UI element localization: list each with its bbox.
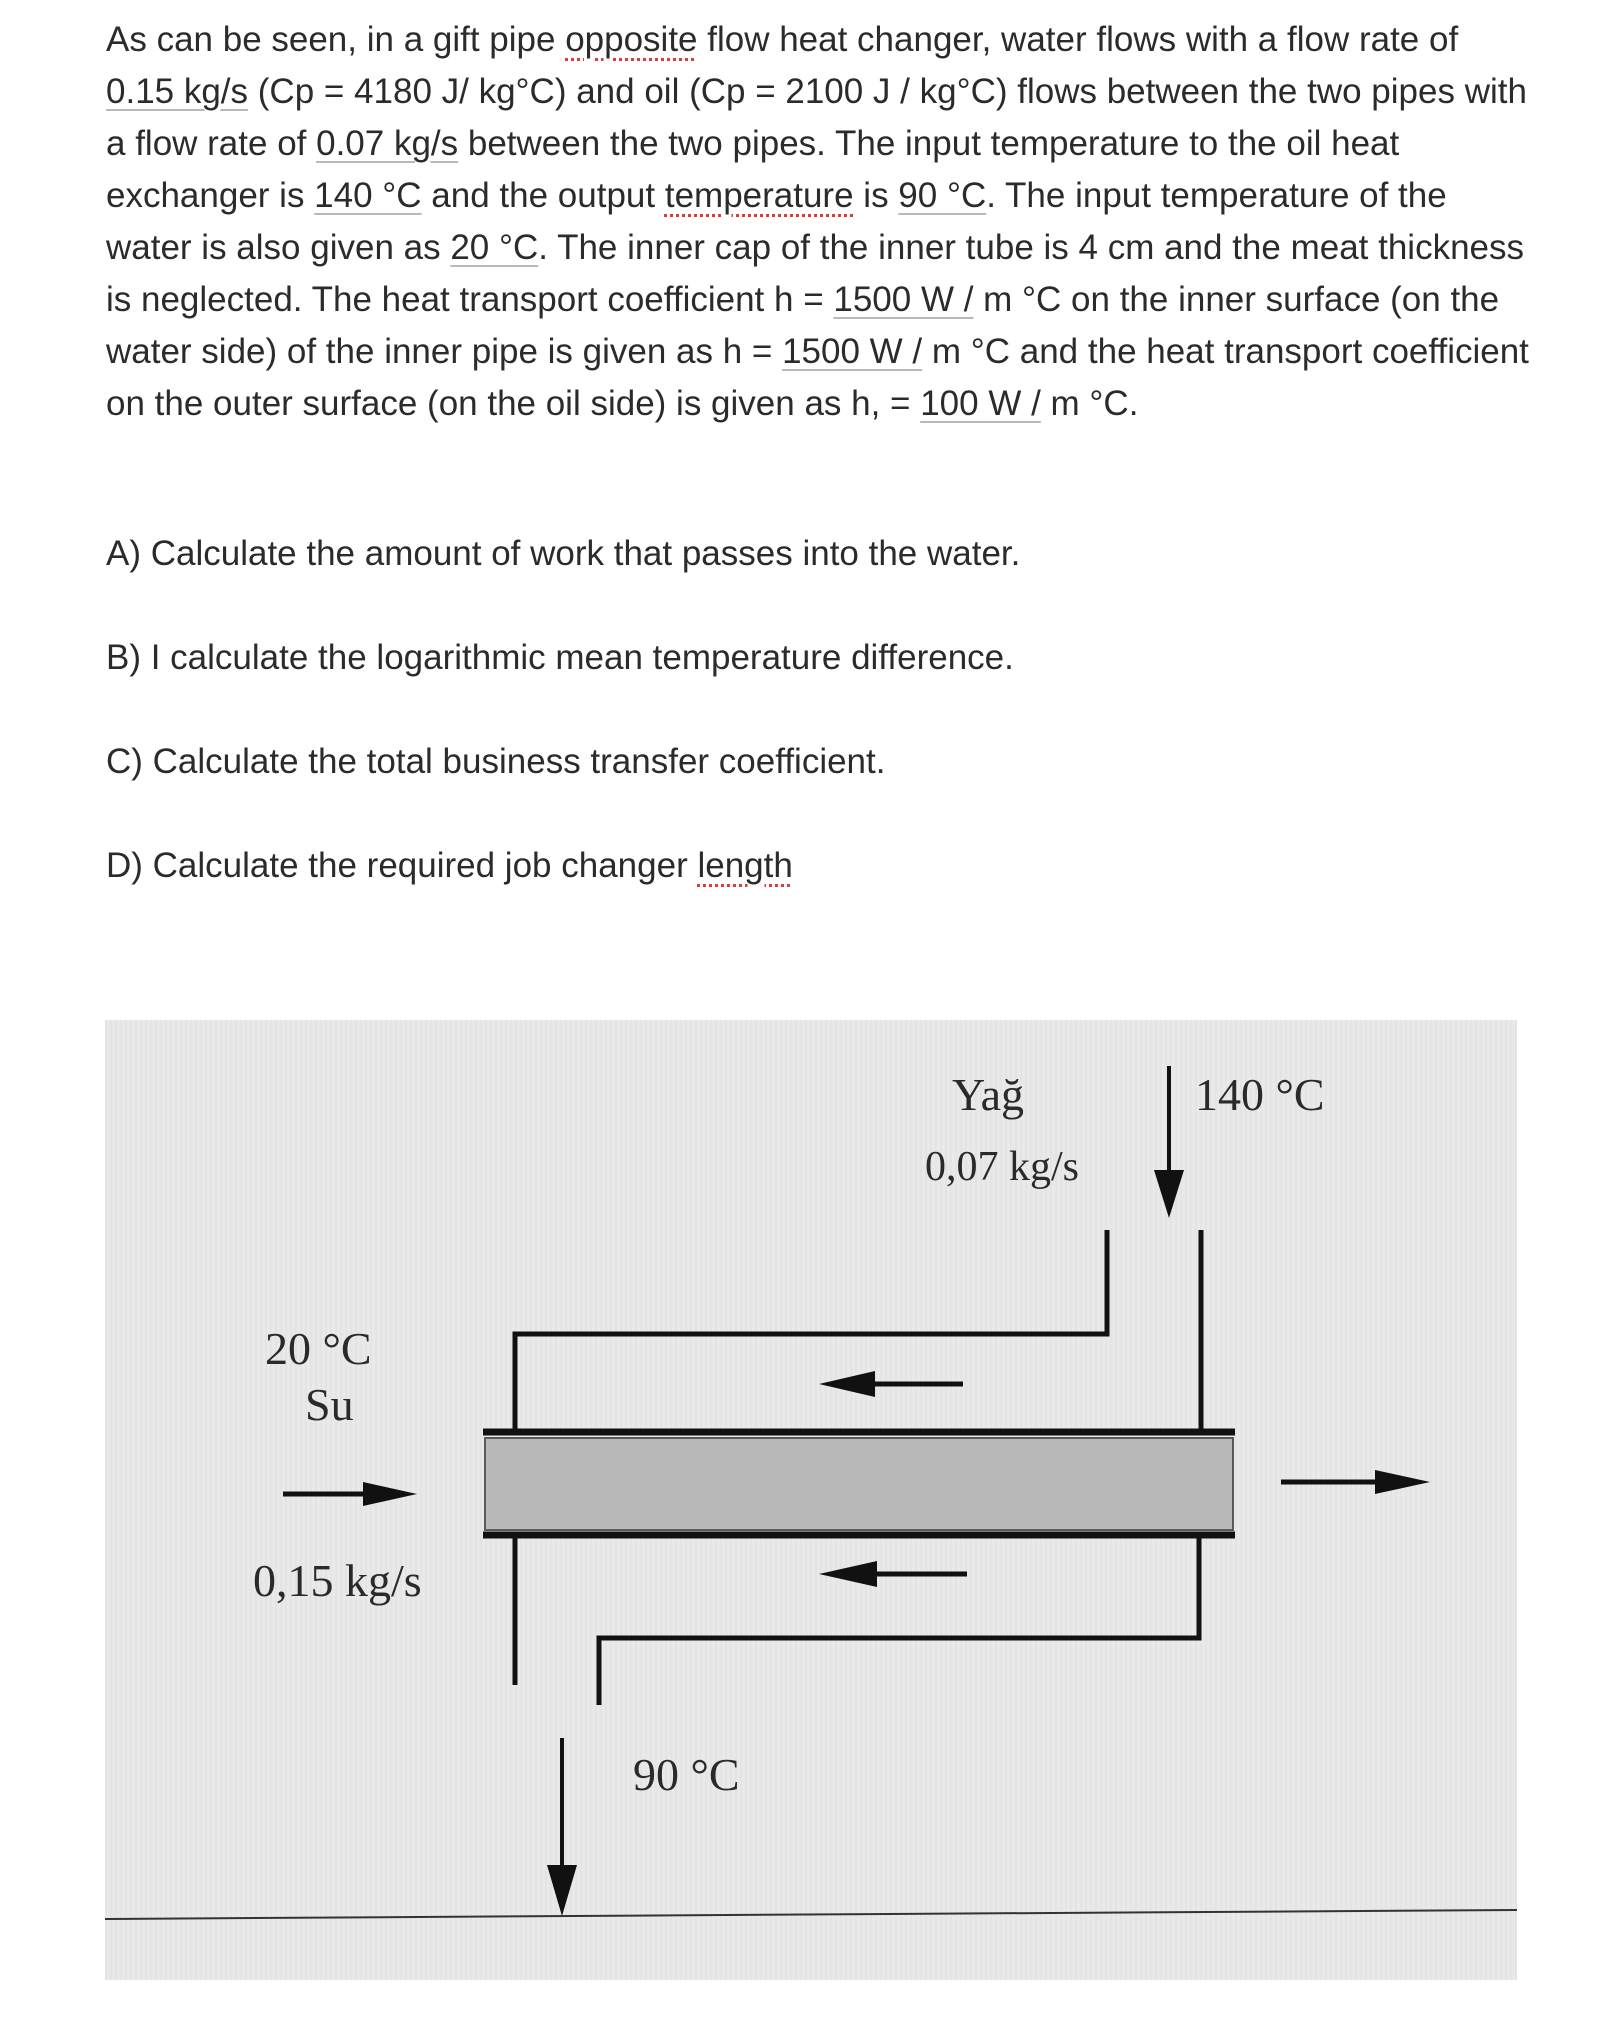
misspelled-word: temperature: [664, 176, 854, 215]
arrow-left-icon: [819, 1371, 875, 1397]
heat-exchanger-figure: [105, 1020, 1517, 1980]
question-d: D) Calculate the required job changer length: [106, 846, 793, 885]
underlined-value: 20 °C: [450, 228, 539, 267]
underlined-value: 90 °C: [898, 176, 987, 215]
problem-statement: As can be seen, in a gift pipe opposite flow heat changer, water flows with a flow rate of 0.15 kg/s (Cp = 4180 J/ kg°C) and oil (Cp = 2100 J / kg°C) flows between the two pipes with a flow rate of 0.07 kg/s between the two pipes. The input temperature to the oil heat exchanger is 140 °C and the output temperature is 90 °C. The input temperature of the water is also given as 20 °C. The inner cap of the inner tube is 4 cm and the meat thickness is neglected. The heat transport coefficient h = 1500 W / m °C on the inner surface (on the water side) of the inner pipe is given as h = 1500 W / m °C and the heat transport coefficient on the outer surface (on the oil side) is given as h, = 100 W / m °C.: [106, 20, 1529, 423]
water-inlet-temperature: 20 °C: [265, 1323, 372, 1374]
question-c: C) Calculate the total business transfer coefficient.: [106, 742, 886, 781]
arrow-left-icon: [819, 1561, 877, 1587]
misspelled-word: length: [697, 846, 793, 885]
underlined-value: 0.15 kg/s: [106, 72, 249, 111]
inner-tube: [485, 1438, 1233, 1530]
underlined-value: 140 °C: [314, 176, 422, 215]
question-b: B) I calculate the logarithmic mean temperature difference.: [106, 638, 1014, 677]
figure-baseline: [105, 1910, 1517, 1919]
upper-shell-outline: [515, 1230, 1107, 1432]
underlined-value: 1500 W /: [833, 280, 974, 319]
water-label: Su: [305, 1379, 354, 1430]
arrow-right-icon: [1375, 1470, 1430, 1494]
arrow-right-icon: [363, 1482, 417, 1506]
arrow-down-icon: [547, 1865, 577, 1916]
oil-inlet-temperature: 140 °C: [1195, 1069, 1325, 1120]
question-a: A) Calculate the amount of work that passes into the water.: [106, 534, 1021, 573]
oil-label: Yağ: [952, 1069, 1025, 1120]
heat-exchanger-diagram: [105, 1020, 1517, 1980]
water-flow-rate: 0,15 kg/s: [253, 1555, 422, 1606]
misspelled-word: opposite: [565, 20, 698, 59]
underlined-value: 1500 W /: [782, 332, 923, 371]
arrow-down-icon: [1154, 1170, 1184, 1218]
underlined-value: 100 W /: [920, 384, 1041, 423]
lower-shell-outline: [599, 1535, 1199, 1705]
oil-flow-rate: 0,07 kg/s: [925, 1144, 1080, 1190]
underlined-value: 0.07 kg/s: [316, 124, 459, 163]
oil-outlet-temperature: 90 °C: [633, 1749, 740, 1800]
